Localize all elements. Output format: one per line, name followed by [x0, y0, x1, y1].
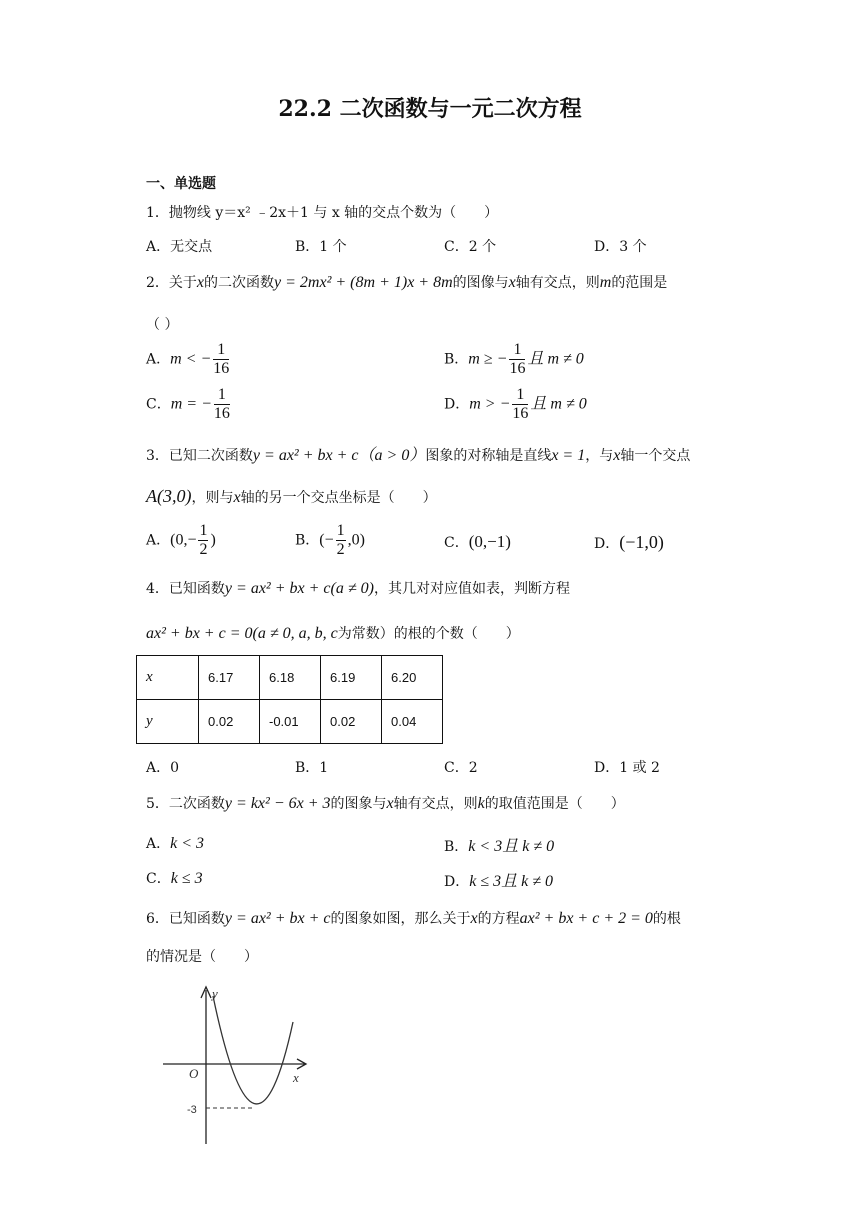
table-row [137, 700, 443, 744]
option-cond: 且 m ≠ 0 [527, 350, 584, 368]
q6-text: 6．已知函数 [146, 911, 225, 927]
fraction [214, 386, 230, 423]
q3-point: A(3,0) [146, 486, 192, 506]
y-axis-label: y [212, 986, 218, 1001]
fraction-den: 16 [509, 360, 526, 377]
q2-text: 轴有交点，则 [515, 275, 600, 291]
table-header-x: x [137, 656, 199, 700]
fraction-num: 1 [512, 386, 528, 405]
q1-option-a: A．无交点 [146, 239, 213, 255]
q3-text: 轴一个交点 [620, 448, 691, 464]
fraction-den: 2 [199, 541, 208, 558]
section-heading: 一、单选题 [146, 176, 216, 192]
option-expr: k < 3 [170, 835, 205, 852]
fraction-den: 16 [213, 360, 230, 377]
q5-option-c [146, 868, 203, 888]
q5-text: 的图象与 [330, 796, 387, 812]
option-letter: C． [444, 535, 469, 551]
q3-expression: y = ax² + bx + c [252, 447, 359, 464]
fraction-num: 1 [509, 341, 525, 360]
option-expr: (− [319, 531, 334, 549]
fraction-den: 16 [512, 405, 529, 422]
option-cond: 且 m ≠ 0 [530, 395, 587, 413]
q3-option-c [444, 532, 511, 552]
q3-text: ，则与 [191, 490, 234, 506]
q5-text: 的取值范围是（ ） [484, 796, 625, 812]
option-letter: C． [146, 871, 171, 887]
question-4-line2 [146, 623, 520, 643]
q2-expression: y = 2mx² + (8m + 1)x + 8m [274, 274, 453, 291]
option-letter: B． [444, 839, 469, 855]
question-1-stem: 1．抛物线 y＝x² ﹣2x＋1 与 x 轴的交点个数为（ ） [146, 205, 499, 221]
option-expr: k < 3 [468, 838, 503, 855]
q6-equation: ax² + bx + c + 2 = 0 [519, 910, 653, 927]
option-letter: B． [444, 351, 469, 368]
option-expr: m = − [170, 395, 212, 413]
q2-text: 的范围是 [611, 275, 668, 291]
q2-text: 的图像与 [452, 275, 509, 291]
option-expr: (−1,0) [619, 532, 664, 552]
table-cell: -0.01 [260, 700, 321, 744]
table-cell: 0.02 [321, 700, 382, 744]
q6-text: 的方程 [477, 911, 520, 927]
option-letter: B． [295, 532, 320, 549]
table-cell: 6.17 [199, 656, 260, 700]
q5-var: k [477, 795, 485, 812]
parabola-figure [155, 978, 315, 1148]
option-letter: D． [444, 396, 470, 413]
q2-option-d [444, 386, 587, 423]
question-6-line2: 的情况是（ ） [146, 949, 258, 965]
q3-option-d [594, 532, 664, 553]
q4-option-d: D．1 或 2 [594, 760, 660, 776]
option-expr: (0,−1) [468, 532, 511, 551]
values-table [136, 655, 443, 744]
fraction-num: 1 [213, 341, 229, 360]
option-letter: D． [444, 874, 470, 890]
option-letter: A． [146, 532, 171, 549]
option-expr: m ≥ − [468, 350, 508, 368]
q3-axis: x = 1 [551, 447, 586, 464]
origin-label: O [189, 1066, 199, 1081]
fraction [336, 522, 346, 559]
q4-option-c: C．2 [444, 760, 478, 776]
q4-option-a: A．0 [146, 760, 180, 776]
q3-text: 3．已知二次函数 [146, 448, 253, 464]
q5-option-a [146, 833, 204, 853]
option-letter: D． [594, 536, 620, 552]
fraction-num: 1 [336, 522, 345, 539]
q3-text: ，与 [585, 448, 614, 464]
q4-equation: ax² + bx + c = 0(a ≠ 0, a, b, c [146, 625, 338, 642]
q3-condition: （a > 0） [358, 447, 426, 464]
option-letter: A． [146, 836, 171, 852]
q6-text: 的根 [652, 911, 681, 927]
parabola-curve [213, 996, 293, 1104]
option-expr: (0,− [170, 531, 197, 549]
q2-var: x [508, 274, 516, 291]
question-2-stem [146, 272, 667, 292]
q5-var: x [386, 795, 394, 812]
fraction-num: 1 [199, 522, 208, 539]
q5-option-d [444, 868, 553, 891]
option-expr: k ≤ 3 [170, 870, 203, 887]
q2-text: 2．关于 [146, 275, 197, 291]
option-cond: 且 k ≠ 0 [501, 873, 554, 890]
q3-option-b [295, 522, 365, 559]
fraction-num: 1 [214, 386, 230, 405]
fraction-den: 16 [213, 405, 230, 422]
q6-var: x [470, 910, 478, 927]
question-2-line2: （ ） [146, 317, 179, 333]
table-cell: 6.19 [321, 656, 382, 700]
q6-text: 的图象如图，那么关于 [330, 911, 471, 927]
q2-option-a [146, 341, 231, 378]
option-expr: m > − [469, 395, 511, 413]
q4-expression: y = ax² + bx + c(a ≠ 0) [224, 580, 374, 597]
option-cond: 且 k ≠ 0 [502, 838, 555, 855]
table-cell: 0.04 [382, 700, 443, 744]
q3-option-a [146, 522, 216, 559]
question-3-line2 [146, 486, 437, 507]
table-cell: 6.20 [382, 656, 443, 700]
q1-option-c: C．2 个 [444, 239, 497, 255]
option-expr: ) [210, 531, 216, 549]
fraction [512, 386, 528, 423]
q1-option-d: D．3 个 [594, 239, 647, 255]
option-expr: k ≤ 3 [469, 873, 502, 890]
q5-expression: y = kx² − 6x + 3 [224, 795, 331, 812]
q5-text: 轴有交点，则 [393, 796, 478, 812]
q2-text: 的二次函数 [204, 275, 275, 291]
fraction-den: 2 [336, 541, 345, 558]
q2-var: m [599, 274, 612, 291]
question-6-stem [146, 908, 681, 928]
q2-var: x [196, 274, 205, 291]
option-letter: A． [146, 351, 171, 368]
question-4-stem [146, 578, 570, 598]
q6-expression: y = ax² + bx + c [224, 910, 331, 927]
q5-option-b [444, 833, 554, 856]
option-letter: C． [146, 396, 171, 413]
table-cell: 6.18 [260, 656, 321, 700]
q4-text: 4．已知函数 [146, 581, 225, 597]
min-value-label: -3 [187, 1104, 197, 1116]
option-expr: ,0) [347, 531, 365, 549]
q3-text: 轴的另一个交点坐标是（ ） [240, 490, 437, 506]
q2-option-b [444, 341, 584, 378]
q2-option-c [146, 386, 232, 423]
table-cell: 0.02 [199, 700, 260, 744]
q3-var: x [613, 447, 621, 464]
fraction [198, 522, 208, 559]
q4-text: ，其几对对应值如表，判断方程 [373, 581, 570, 597]
fraction [213, 341, 229, 378]
table-header-y: y [137, 700, 199, 744]
option-expr: m < − [170, 350, 212, 368]
table-row [137, 656, 443, 700]
question-3-stem [146, 442, 690, 465]
q4-text: 为常数）的根的个数（ ） [337, 626, 520, 642]
q5-text: 5．二次函数 [146, 796, 225, 812]
q3-text: 图象的对称轴是直线 [425, 448, 552, 464]
q1-option-b: B．1 个 [295, 239, 347, 255]
x-axis-label: x [293, 1070, 299, 1085]
q4-option-b: B．1 [295, 760, 329, 776]
page-title: 22.2 二次函数与一元二次方程 [278, 96, 582, 122]
question-5-stem [146, 793, 625, 813]
fraction [509, 341, 525, 378]
q3-var: x [233, 489, 241, 506]
